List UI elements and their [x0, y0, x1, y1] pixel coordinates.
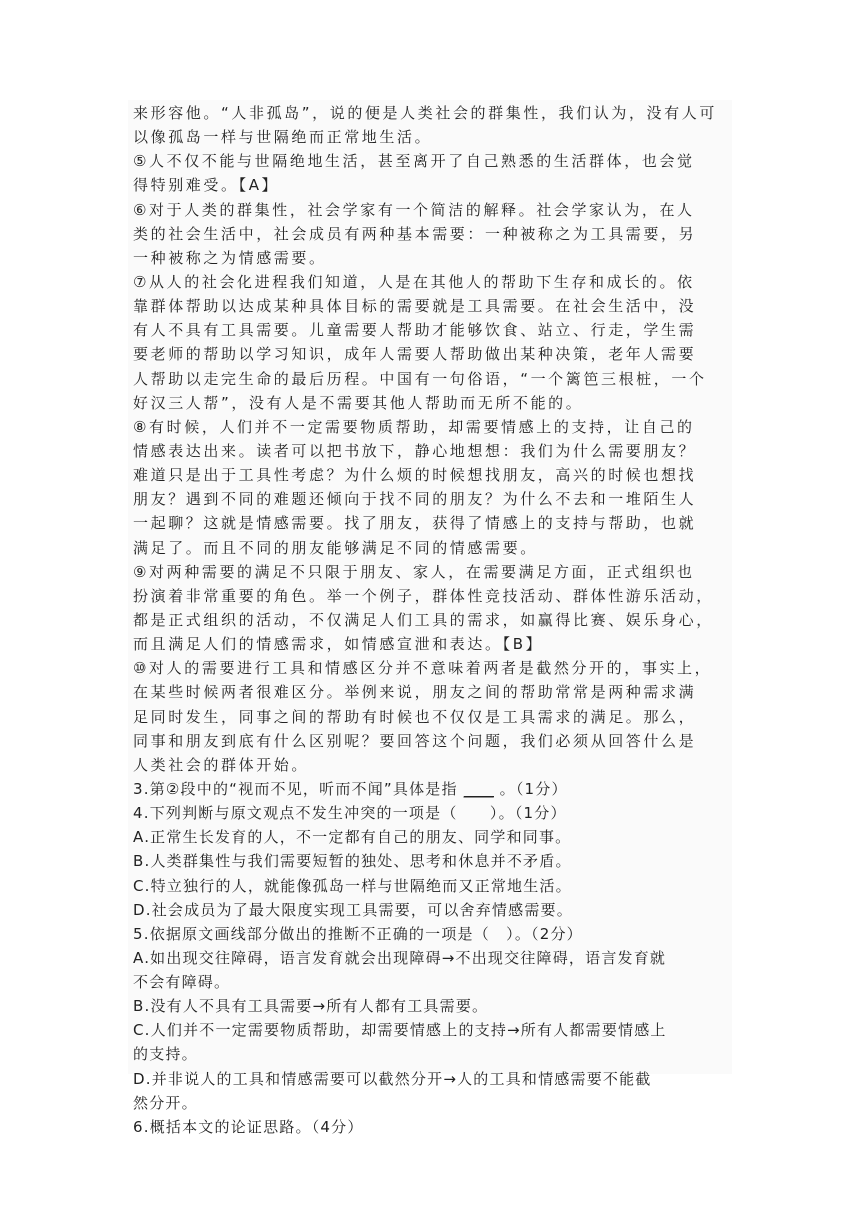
text-line: 一起聊？这就是情感需要。找了朋友，获得了情感上的支持与帮助，也就 — [133, 514, 697, 533]
text-line: 类的社会生活中，社会成员有两种基本需要：一种被称之为工具需要，另 — [133, 224, 697, 243]
question-5-option-b: B.没有人不具有工具需要→所有人都有工具需要。 — [133, 997, 489, 1016]
question-4-option-a: A.正常生长发育的人，不一定都有自己的朋友、同学和同事。 — [133, 828, 572, 847]
question-6: 6.概括本文的论证思路。（4分） — [133, 1117, 364, 1136]
question-4-option-d: D.社会成员为了最大限度实现工具需要，可以舍弃情感需要。 — [133, 900, 573, 919]
question-4-option-b: B.人类群集性与我们需要短暂的独处、思考和休息并不矛盾。 — [133, 852, 572, 871]
paragraph-8-line: ⑧有时候，人们并不一定需要物质帮助，却需要情感上的支持，让自己的 — [133, 417, 695, 436]
text-line: 以像孤岛一样与世隔绝而正常地生活。 — [133, 128, 433, 147]
text-line: 都是正式组织的活动，不仅满足人们工具的需求，如赢得比赛、娱乐身心， — [133, 610, 714, 629]
text-line: 在某些时候两者很难区分。举例来说，朋友之间的帮助常常是两种需求满 — [133, 683, 697, 702]
question-5: 5.依据原文画线部分做出的推断不正确的一项是（ ）。（2分） — [133, 924, 583, 943]
text-line: 而且满足人们的情感需求，如情感宣泄和表达。【B】 — [133, 635, 544, 654]
question-3 — [133, 777, 733, 801]
question-3-text: 3.第②段中的“视而不见，听而不闻”具体是指 — [133, 779, 458, 798]
text-line: 好汉三人帮”，没有人是不需要其他人帮助而无所不能的。 — [133, 393, 584, 412]
text-line: 一种被称之为情感需要。 — [133, 248, 327, 267]
text-line: 靠群体帮助以达成某种具体目标的需要就是工具需要。在社会生活中，没 — [133, 297, 697, 316]
text-line: 有人不具有工具需要。儿童需要人帮助才能够饮食、站立、行走，学生需 — [133, 321, 697, 340]
text-line: 人类社会的群体开始。 — [133, 755, 310, 774]
answer-blank: ____ — [463, 779, 494, 798]
text-line: 难道只是出于工具性考虑？为什么烦的时候想找朋友，高兴的时候也想找 — [133, 466, 697, 485]
question-4-option-c: C.特立独行的人，就能像孤岛一样与世隔绝而又正常地生活。 — [133, 876, 572, 895]
paragraph-6-line: ⑥对于人类的群集性，社会学家有一个简洁的解释。社会学家认为，在人 — [133, 200, 695, 219]
question-3-points: 。（1分） — [499, 779, 568, 798]
text-line: 足同时发生，同事之间的帮助有时候也不仅仅是工具需求的满足。那么， — [133, 707, 697, 726]
paragraph-5-line: ⑤人不仅不能与世隔绝地生活，甚至离开了自己熟悉的生活群体，也会觉 — [133, 152, 695, 171]
text-line: 不会有障碍。 — [133, 973, 231, 992]
question-5-option-d: D.并非说人的工具和情感需要可以截然分开→人的工具和情感需要不能截 — [133, 1069, 652, 1088]
paragraph-7-line: ⑦从人的社会化进程我们知道，人是在其他人的帮助下生存和成长的。依 — [133, 272, 695, 291]
paragraph-9-line: ⑨对两种需要的满足不只限于朋友、家人，在需要满足方面，正式组织也 — [133, 562, 695, 581]
text-line: 扮演着非常重要的角色。举一个例子，群体性竞技活动、群体性游乐活动， — [133, 586, 714, 605]
text-line: 要老师的帮助以学习知识，成年人需要人帮助做出某种决策，老年人需要 — [133, 345, 697, 364]
text-line: 朋友？遇到不同的难题还倾向于找不同的朋友？为什么不去和一堆陌生人 — [133, 490, 697, 509]
document-content — [133, 101, 733, 1139]
text-line: 来形容他。“人非孤岛”，说的便是人类社会的群集性，我们认为，没有人可 — [133, 104, 717, 122]
text-line: 的支持。 — [133, 1045, 198, 1064]
text-line: 满足了。而且不同的朋友能够满足不同的情感需要。 — [133, 538, 538, 557]
question-5-option-c: C.人们并不一定需要物质帮助，却需要情感上的支持→所有人都需要情感上 — [133, 1021, 667, 1040]
question-5-option-a: A.如出现交往障碍，语言发育就会出现障碍→不出现交往障碍，语言发育就 — [133, 948, 667, 967]
text-line: 人帮助以走完生命的最后历程。中国有一句俗语，“一个篱笆三根桩，一个 — [133, 369, 707, 388]
paragraph-10-line: ⑩对人的需要进行工具和情感区分并不意味着两者是截然分开的，事实上， — [133, 659, 713, 678]
question-4: 4.下列判断与原文观点不发生冲突的一项是（ ）。（1分） — [133, 804, 567, 823]
text-line: 得特别难受。【A】 — [133, 176, 280, 195]
text-line: 然分开。 — [133, 1093, 198, 1112]
text-line: 同事和朋友到底有什么区别呢？要回答这个问题，我们必须从回答什么是 — [133, 731, 697, 750]
text-line: 情感表达出来。读者可以把书放下，静心地想想：我们为什么需要朋友？ — [133, 441, 697, 460]
